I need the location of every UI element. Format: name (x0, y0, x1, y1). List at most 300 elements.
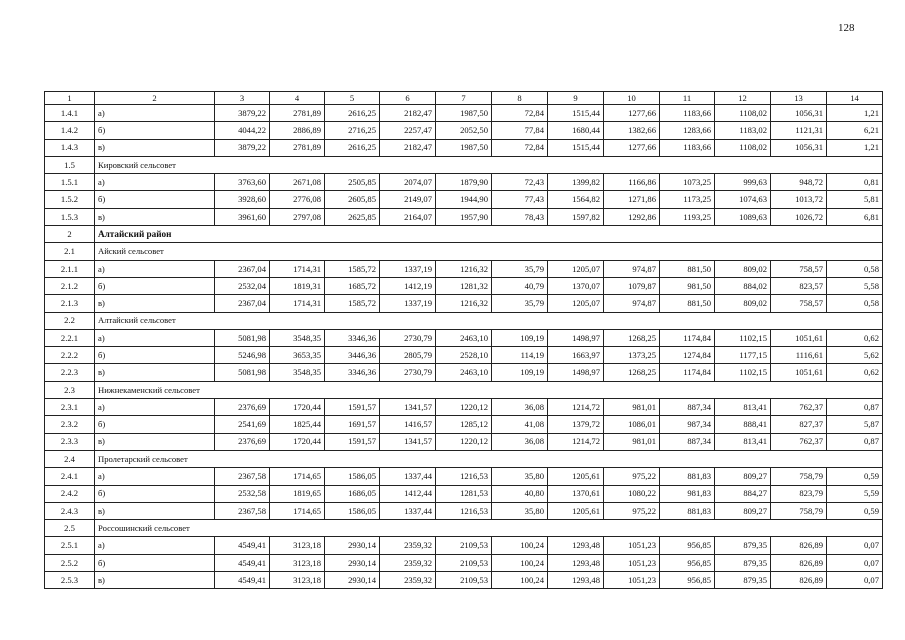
value-cell: 2376,69 (215, 399, 270, 416)
value-cell: 1498,97 (548, 329, 604, 346)
value-cell: 2359,32 (380, 554, 436, 571)
value-cell: 2930,14 (325, 572, 380, 589)
value-cell: 2367,58 (215, 502, 270, 519)
value-cell: 2109,53 (436, 537, 492, 554)
value-cell: 1283,66 (660, 122, 715, 139)
value-cell: 100,24 (492, 554, 548, 571)
row-variant: а) (95, 174, 215, 191)
value-cell: 826,89 (771, 537, 827, 554)
header-cell: 8 (492, 92, 548, 105)
value-cell: 72,84 (492, 105, 548, 122)
value-cell: 1277,66 (604, 105, 660, 122)
value-cell: 1680,44 (548, 122, 604, 139)
value-cell: 981,50 (660, 277, 715, 294)
value-cell: 4549,41 (215, 537, 270, 554)
value-cell: 2074,07 (380, 174, 436, 191)
value-cell: 0,58 (827, 260, 883, 277)
value-cell: 2625,85 (325, 208, 380, 225)
value-cell: 1177,15 (715, 347, 771, 364)
value-cell: 1987,50 (436, 139, 492, 156)
value-cell: 2805,79 (380, 347, 436, 364)
value-cell: 1819,31 (270, 277, 325, 294)
value-cell: 2781,89 (270, 139, 325, 156)
value-cell: 100,24 (492, 572, 548, 589)
table-row (45, 554, 883, 571)
row-code: 1.4.3 (45, 139, 95, 156)
value-cell: 879,35 (715, 572, 771, 589)
value-cell: 1293,48 (548, 554, 604, 571)
value-cell: 1051,23 (604, 572, 660, 589)
row-variant: в) (95, 364, 215, 381)
row-code: 1.5.2 (45, 191, 95, 208)
value-cell: 1293,48 (548, 537, 604, 554)
value-cell: 0,07 (827, 572, 883, 589)
table-row (45, 174, 883, 191)
value-cell: 2505,85 (325, 174, 380, 191)
row-code: 1.4.2 (45, 122, 95, 139)
value-cell: 2164,07 (380, 208, 436, 225)
value-cell: 1183,02 (715, 122, 771, 139)
district-row (45, 226, 883, 243)
section-title: Алтайский сельсовет (95, 312, 883, 329)
value-cell: 1585,72 (325, 295, 380, 312)
value-cell: 1586,05 (325, 502, 380, 519)
value-cell: 1205,07 (548, 295, 604, 312)
value-cell: 1341,57 (380, 399, 436, 416)
value-cell: 1714,31 (270, 260, 325, 277)
table-row (45, 208, 883, 225)
value-cell: 35,80 (492, 502, 548, 519)
value-cell: 1205,07 (548, 260, 604, 277)
table-row (45, 502, 883, 519)
value-cell: 0,87 (827, 399, 883, 416)
row-code: 2.2.1 (45, 329, 95, 346)
value-cell: 1412,19 (380, 277, 436, 294)
value-cell: 1498,97 (548, 364, 604, 381)
value-cell: 1074,63 (715, 191, 771, 208)
value-cell: 2886,89 (270, 122, 325, 139)
section-row (45, 450, 883, 467)
table-row (45, 485, 883, 502)
value-cell: 1108,02 (715, 139, 771, 156)
value-cell: 887,34 (660, 399, 715, 416)
value-cell: 2463,10 (436, 329, 492, 346)
value-cell: 813,41 (715, 399, 771, 416)
row-variant: в) (95, 139, 215, 156)
value-cell: 5081,98 (215, 364, 270, 381)
header-cell: 5 (325, 92, 380, 105)
value-cell: 3928,60 (215, 191, 270, 208)
row-code: 2.4.3 (45, 502, 95, 519)
header-cell: 4 (270, 92, 325, 105)
row-variant: а) (95, 399, 215, 416)
value-cell: 1214,72 (548, 433, 604, 450)
value-cell: 1686,05 (325, 485, 380, 502)
value-cell: 2797,08 (270, 208, 325, 225)
value-cell: 1268,25 (604, 329, 660, 346)
table-row (45, 416, 883, 433)
table-row (45, 364, 883, 381)
row-code: 1.5.3 (45, 208, 95, 225)
value-cell: 884,27 (715, 485, 771, 502)
value-cell: 758,57 (771, 295, 827, 312)
row-variant: в) (95, 295, 215, 312)
value-cell: 826,89 (771, 572, 827, 589)
value-cell: 5,59 (827, 485, 883, 502)
row-code: 1.5.1 (45, 174, 95, 191)
value-cell: 1026,72 (771, 208, 827, 225)
value-cell: 2671,08 (270, 174, 325, 191)
row-code: 1.5 (45, 156, 95, 173)
value-cell: 2528,10 (436, 347, 492, 364)
header-cell: 12 (715, 92, 771, 105)
value-cell: 3346,36 (325, 364, 380, 381)
value-cell: 3653,35 (270, 347, 325, 364)
row-variant: в) (95, 433, 215, 450)
value-cell: 3879,22 (215, 139, 270, 156)
value-cell: 1271,86 (604, 191, 660, 208)
value-cell: 5246,98 (215, 347, 270, 364)
value-cell: 999,63 (715, 174, 771, 191)
value-cell: 72,43 (492, 174, 548, 191)
row-variant: б) (95, 277, 215, 294)
tariff-table (44, 91, 883, 589)
value-cell: 0,07 (827, 554, 883, 571)
section-row (45, 243, 883, 260)
value-cell: 1277,66 (604, 139, 660, 156)
value-cell: 3123,18 (270, 537, 325, 554)
value-cell: 3548,35 (270, 364, 325, 381)
header-cell: 10 (604, 92, 660, 105)
value-cell: 5081,98 (215, 329, 270, 346)
value-cell: 1714,65 (270, 468, 325, 485)
value-cell: 1051,61 (771, 364, 827, 381)
value-cell: 78,43 (492, 208, 548, 225)
row-variant: б) (95, 485, 215, 502)
value-cell: 1220,12 (436, 433, 492, 450)
header-row (45, 92, 883, 105)
value-cell: 2532,04 (215, 277, 270, 294)
value-cell: 1089,63 (715, 208, 771, 225)
value-cell: 2930,14 (325, 554, 380, 571)
value-cell: 40,80 (492, 485, 548, 502)
row-variant: в) (95, 572, 215, 589)
value-cell: 109,19 (492, 329, 548, 346)
value-cell: 1585,72 (325, 260, 380, 277)
value-cell: 974,87 (604, 260, 660, 277)
value-cell: 0,58 (827, 295, 883, 312)
row-code: 2.2.3 (45, 364, 95, 381)
value-cell: 1079,87 (604, 277, 660, 294)
value-cell: 1341,57 (380, 433, 436, 450)
value-cell: 36,08 (492, 433, 548, 450)
header-cell: 13 (771, 92, 827, 105)
value-cell: 0,62 (827, 329, 883, 346)
row-code: 2.4 (45, 450, 95, 467)
value-cell: 35,79 (492, 260, 548, 277)
row-code: 2.2 (45, 312, 95, 329)
value-cell: 1281,53 (436, 485, 492, 502)
value-cell: 1285,12 (436, 416, 492, 433)
value-cell: 888,41 (715, 416, 771, 433)
page-number: 128 (838, 22, 855, 34)
value-cell: 2541,69 (215, 416, 270, 433)
value-cell: 1220,12 (436, 399, 492, 416)
value-cell: 2109,53 (436, 554, 492, 571)
value-cell: 1337,19 (380, 295, 436, 312)
value-cell: 1714,65 (270, 502, 325, 519)
table-row (45, 191, 883, 208)
value-cell: 2532,58 (215, 485, 270, 502)
value-cell: 1183,66 (660, 105, 715, 122)
value-cell: 1116,61 (771, 347, 827, 364)
value-cell: 1957,90 (436, 208, 492, 225)
value-cell: 1373,25 (604, 347, 660, 364)
value-cell: 2776,08 (270, 191, 325, 208)
header-cell: 1 (45, 92, 95, 105)
value-cell: 2730,79 (380, 329, 436, 346)
value-cell: 881,83 (660, 502, 715, 519)
table-row (45, 122, 883, 139)
value-cell: 77,84 (492, 122, 548, 139)
value-cell: 0,62 (827, 364, 883, 381)
value-cell: 4549,41 (215, 554, 270, 571)
value-cell: 956,85 (660, 537, 715, 554)
value-cell: 2781,89 (270, 105, 325, 122)
value-cell: 1720,44 (270, 399, 325, 416)
value-cell: 1714,31 (270, 295, 325, 312)
table-row (45, 347, 883, 364)
section-row (45, 520, 883, 537)
value-cell: 823,79 (771, 485, 827, 502)
row-variant: б) (95, 347, 215, 364)
row-code: 2.3 (45, 381, 95, 398)
value-cell: 1216,32 (436, 260, 492, 277)
section-row (45, 312, 883, 329)
value-cell: 879,35 (715, 554, 771, 571)
value-cell: 758,79 (771, 468, 827, 485)
value-cell: 1720,44 (270, 433, 325, 450)
value-cell: 0,59 (827, 502, 883, 519)
table-row (45, 572, 883, 589)
value-cell: 1205,61 (548, 502, 604, 519)
value-cell: 879,35 (715, 537, 771, 554)
value-cell: 1370,07 (548, 277, 604, 294)
value-cell: 3961,60 (215, 208, 270, 225)
value-cell: 956,85 (660, 572, 715, 589)
value-cell: 36,08 (492, 399, 548, 416)
value-cell: 5,87 (827, 416, 883, 433)
value-cell: 2463,10 (436, 364, 492, 381)
value-cell: 4044,22 (215, 122, 270, 139)
row-variant: а) (95, 537, 215, 554)
value-cell: 762,37 (771, 399, 827, 416)
value-cell: 3123,18 (270, 554, 325, 571)
value-cell: 1056,31 (771, 139, 827, 156)
row-code: 2.3.2 (45, 416, 95, 433)
row-code: 1.4.1 (45, 105, 95, 122)
header-cell: 11 (660, 92, 715, 105)
value-cell: 881,50 (660, 295, 715, 312)
header-cell: 7 (436, 92, 492, 105)
section-title: Нижнекаменский сельсовет (95, 381, 883, 398)
value-cell: 6,81 (827, 208, 883, 225)
row-code: 2.5 (45, 520, 95, 537)
value-cell: 1591,57 (325, 433, 380, 450)
value-cell: 1987,50 (436, 105, 492, 122)
section-row (45, 156, 883, 173)
value-cell: 1399,82 (548, 174, 604, 191)
row-variant: в) (95, 208, 215, 225)
value-cell: 975,22 (604, 468, 660, 485)
value-cell: 1216,32 (436, 295, 492, 312)
row-variant: б) (95, 416, 215, 433)
row-variant: а) (95, 105, 215, 122)
value-cell: 0,81 (827, 174, 883, 191)
value-cell: 1274,84 (660, 347, 715, 364)
value-cell: 1080,22 (604, 485, 660, 502)
row-code: 2.5.1 (45, 537, 95, 554)
value-cell: 1166,86 (604, 174, 660, 191)
value-cell: 2257,47 (380, 122, 436, 139)
value-cell: 2716,25 (325, 122, 380, 139)
value-cell: 1281,32 (436, 277, 492, 294)
value-cell: 981,01 (604, 399, 660, 416)
value-cell: 1102,15 (715, 329, 771, 346)
value-cell: 4549,41 (215, 572, 270, 589)
value-cell: 884,02 (715, 277, 771, 294)
value-cell: 2109,53 (436, 572, 492, 589)
section-title: Айский сельсовет (95, 243, 883, 260)
row-variant: в) (95, 502, 215, 519)
value-cell: 1944,90 (436, 191, 492, 208)
value-cell: 974,87 (604, 295, 660, 312)
row-variant: а) (95, 329, 215, 346)
value-cell: 3123,18 (270, 572, 325, 589)
value-cell: 1173,25 (660, 191, 715, 208)
value-cell: 827,37 (771, 416, 827, 433)
value-cell: 813,41 (715, 433, 771, 450)
value-cell: 1337,44 (380, 468, 436, 485)
value-cell: 762,37 (771, 433, 827, 450)
value-cell: 0,87 (827, 433, 883, 450)
row-code: 2.4.1 (45, 468, 95, 485)
table-body (45, 92, 883, 589)
value-cell: 1382,66 (604, 122, 660, 139)
value-cell: 981,01 (604, 433, 660, 450)
value-cell: 809,02 (715, 295, 771, 312)
value-cell: 2359,32 (380, 537, 436, 554)
value-cell: 1174,84 (660, 364, 715, 381)
value-cell: 0,59 (827, 468, 883, 485)
value-cell: 41,08 (492, 416, 548, 433)
section-title: Пролетарский сельсовет (95, 450, 883, 467)
value-cell: 1591,57 (325, 399, 380, 416)
value-cell: 1205,61 (548, 468, 604, 485)
value-cell: 1051,23 (604, 554, 660, 571)
value-cell: 5,81 (827, 191, 883, 208)
row-variant: а) (95, 260, 215, 277)
value-cell: 1056,31 (771, 105, 827, 122)
value-cell: 1183,66 (660, 139, 715, 156)
value-cell: 758,57 (771, 260, 827, 277)
value-cell: 6,21 (827, 122, 883, 139)
value-cell: 3346,36 (325, 329, 380, 346)
row-variant: б) (95, 191, 215, 208)
value-cell: 3879,22 (215, 105, 270, 122)
value-cell: 758,79 (771, 502, 827, 519)
value-cell: 2616,25 (325, 139, 380, 156)
section-title: Россошинский сельсовет (95, 520, 883, 537)
value-cell: 956,85 (660, 554, 715, 571)
value-cell: 40,79 (492, 277, 548, 294)
value-cell: 1013,72 (771, 191, 827, 208)
row-code: 2.2.2 (45, 347, 95, 364)
value-cell: 1086,01 (604, 416, 660, 433)
value-cell: 981,83 (660, 485, 715, 502)
row-variant: б) (95, 554, 215, 571)
value-cell: 2359,32 (380, 572, 436, 589)
value-cell: 1825,44 (270, 416, 325, 433)
value-cell: 1268,25 (604, 364, 660, 381)
value-cell: 1370,61 (548, 485, 604, 502)
row-code: 2.1.3 (45, 295, 95, 312)
value-cell: 114,19 (492, 347, 548, 364)
table-row (45, 277, 883, 294)
table-row (45, 433, 883, 450)
value-cell: 1685,72 (325, 277, 380, 294)
value-cell: 1073,25 (660, 174, 715, 191)
value-cell: 5,62 (827, 347, 883, 364)
value-cell: 1216,53 (436, 502, 492, 519)
row-code: 2.4.2 (45, 485, 95, 502)
value-cell: 1214,72 (548, 399, 604, 416)
value-cell: 1586,05 (325, 468, 380, 485)
row-code: 2.1 (45, 243, 95, 260)
row-code: 2.3.3 (45, 433, 95, 450)
value-cell: 2367,04 (215, 260, 270, 277)
header-cell: 9 (548, 92, 604, 105)
value-cell: 1,21 (827, 139, 883, 156)
value-cell: 1051,23 (604, 537, 660, 554)
section-row (45, 381, 883, 398)
value-cell: 1879,90 (436, 174, 492, 191)
row-code: 2 (45, 226, 95, 243)
row-variant: б) (95, 122, 215, 139)
value-cell: 987,34 (660, 416, 715, 433)
table-row (45, 537, 883, 554)
value-cell: 1102,15 (715, 364, 771, 381)
value-cell: 826,89 (771, 554, 827, 571)
value-cell: 1564,82 (548, 191, 604, 208)
value-cell: 1108,02 (715, 105, 771, 122)
value-cell: 35,79 (492, 295, 548, 312)
value-cell: 1412,44 (380, 485, 436, 502)
table-row (45, 468, 883, 485)
header-cell: 14 (827, 92, 883, 105)
value-cell: 1121,31 (771, 122, 827, 139)
value-cell: 3446,36 (325, 347, 380, 364)
district-title: Алтайский район (95, 226, 883, 243)
value-cell: 2367,04 (215, 295, 270, 312)
value-cell: 2149,07 (380, 191, 436, 208)
value-cell: 809,02 (715, 260, 771, 277)
value-cell: 1337,19 (380, 260, 436, 277)
value-cell: 2605,85 (325, 191, 380, 208)
value-cell: 109,19 (492, 364, 548, 381)
value-cell: 72,84 (492, 139, 548, 156)
table-row (45, 260, 883, 277)
